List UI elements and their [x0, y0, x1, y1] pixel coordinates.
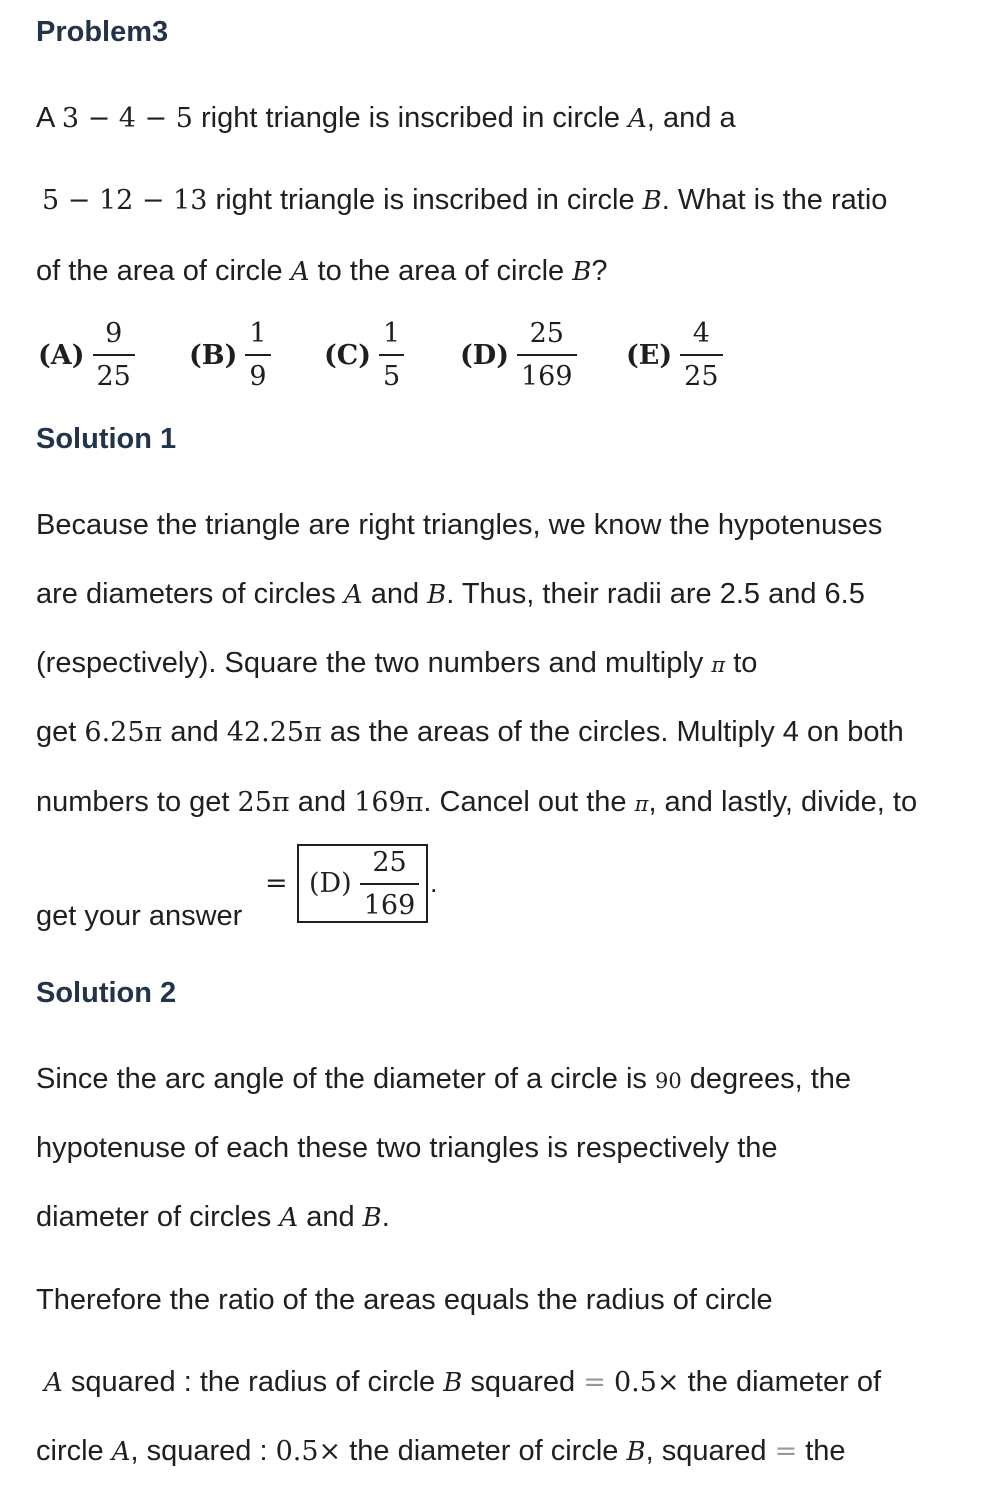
text: are diameters of circles	[36, 578, 336, 610]
problem-title: Problem3	[36, 16, 169, 48]
text: .	[381, 1201, 390, 1233]
math-var: B	[443, 1368, 463, 1398]
text: degrees, the	[689, 1063, 852, 1095]
math-var: B	[362, 1203, 382, 1233]
math-pi: π	[711, 653, 726, 677]
text: , squared :	[130, 1435, 268, 1467]
solution-1-line-5	[36, 788, 917, 817]
math-expr: 25π	[237, 787, 290, 818]
solution-1-line-3	[36, 649, 757, 678]
text: numbers to get	[36, 786, 230, 818]
text: , squared	[645, 1435, 767, 1467]
math-var: B	[572, 257, 592, 287]
text: to the area of circle	[317, 255, 565, 287]
equals-sign: =	[774, 1436, 798, 1467]
math-var: A	[343, 580, 363, 610]
text: the diameter of circle	[349, 1435, 619, 1467]
math-var: B	[427, 580, 447, 610]
choice-b	[189, 318, 271, 392]
text: circle	[36, 1435, 104, 1467]
choice-c	[324, 318, 404, 392]
text: , and lastly, divide, to	[648, 786, 918, 818]
math-expr: 0.5×	[275, 1436, 342, 1467]
math-number: 90	[655, 1069, 682, 1093]
text: . Thus, their radii are 2.5 and 6.5	[446, 578, 865, 610]
text: A	[36, 102, 54, 134]
math-expr: 6.25π	[84, 717, 163, 748]
solution-1-line-4	[36, 718, 904, 747]
text: right triangle is inscribed in circle	[215, 184, 635, 216]
math-triple: 5 − 12 − 13	[42, 185, 208, 216]
choice-fraction: $\frac{9}{25}$	[93, 318, 135, 392]
math-expr: 42.25π	[226, 717, 322, 748]
equals-sign: =	[265, 868, 288, 899]
math-var: B	[642, 186, 662, 216]
solution-2-line-3	[36, 1203, 390, 1232]
choice-fraction: $\frac{4}{25}$	[680, 318, 722, 392]
math-triple: 3 − 4 − 5	[61, 103, 193, 134]
solution-2-line-2: hypotenuse of each these two triangles is respectively the	[36, 1132, 778, 1164]
choice-label: (B)	[189, 339, 238, 371]
text: get	[36, 716, 77, 748]
text: Since the arc angle of the diameter of a circle is	[36, 1063, 647, 1095]
math-var: B	[626, 1437, 646, 1467]
solution-2-line-1	[36, 1065, 851, 1094]
boxed-answer	[297, 844, 428, 923]
choice-label: (D)	[460, 339, 509, 371]
choice-fraction: $\frac{1}{5}$	[379, 318, 404, 392]
choice-fraction: $\frac{25}{169}$	[517, 318, 577, 392]
text: to	[733, 647, 758, 679]
text: ?	[591, 255, 608, 287]
problem-line-1	[36, 104, 736, 133]
problem-line-3	[36, 257, 608, 286]
math-var: A	[44, 1368, 63, 1398]
solution-1-title: Solution 1	[36, 423, 177, 455]
solution-1-line-6: get your answer	[36, 900, 243, 932]
math-var: A	[279, 1203, 299, 1233]
choice-d	[460, 318, 577, 392]
period: .	[430, 868, 438, 898]
math-expr: 169π	[354, 787, 424, 818]
math-pi: π	[634, 792, 649, 816]
text: the	[805, 1435, 846, 1467]
text: , and a	[646, 102, 736, 134]
text: and	[370, 578, 420, 610]
equals-sign: =	[583, 1367, 606, 1398]
text: and	[297, 786, 347, 818]
choice-label: (A)	[38, 339, 85, 371]
problem-line-2	[42, 186, 887, 215]
text: squared	[470, 1366, 576, 1398]
choice-fraction: $\frac{1}{9}$	[245, 318, 270, 392]
math-var: A	[290, 257, 310, 287]
text: as the areas of the circles. Multiply 4 on both	[329, 716, 904, 748]
text: . Cancel out the	[423, 786, 627, 818]
text: of the area of circle	[36, 255, 283, 287]
math-var: A	[628, 104, 647, 134]
text: squared : the radius of circle	[70, 1366, 436, 1398]
text: right triangle is inscribed in circle	[201, 102, 621, 134]
solution-2-title: Solution 2	[36, 977, 177, 1009]
math-var: A	[111, 1437, 131, 1467]
answer-fraction: $\frac{25}{169}$	[360, 847, 420, 921]
text: and	[170, 716, 219, 748]
text: diameter of circles	[36, 1201, 272, 1233]
solution-2-line-6	[36, 1437, 846, 1466]
text: and	[306, 1201, 355, 1233]
answer-label: (D)	[309, 868, 352, 899]
choice-label: (C)	[324, 339, 372, 371]
text: . What is the ratio	[661, 184, 888, 216]
math-expr: 0.5×	[613, 1367, 680, 1398]
solution-1-line-1: Because the triangle are right triangles, we know the hypotenuses	[36, 509, 883, 541]
solution-1-line-2	[36, 580, 865, 609]
solution-2-line-5	[44, 1368, 881, 1397]
text: the diameter of	[687, 1366, 882, 1398]
text: (respectively). Square the two numbers and multiply	[36, 647, 704, 679]
solution-2-line-4: Therefore the ratio of the areas equals the radius of circle	[36, 1284, 773, 1316]
choice-label: (E)	[626, 339, 673, 371]
choice-a	[38, 318, 135, 392]
choice-e	[626, 318, 723, 392]
